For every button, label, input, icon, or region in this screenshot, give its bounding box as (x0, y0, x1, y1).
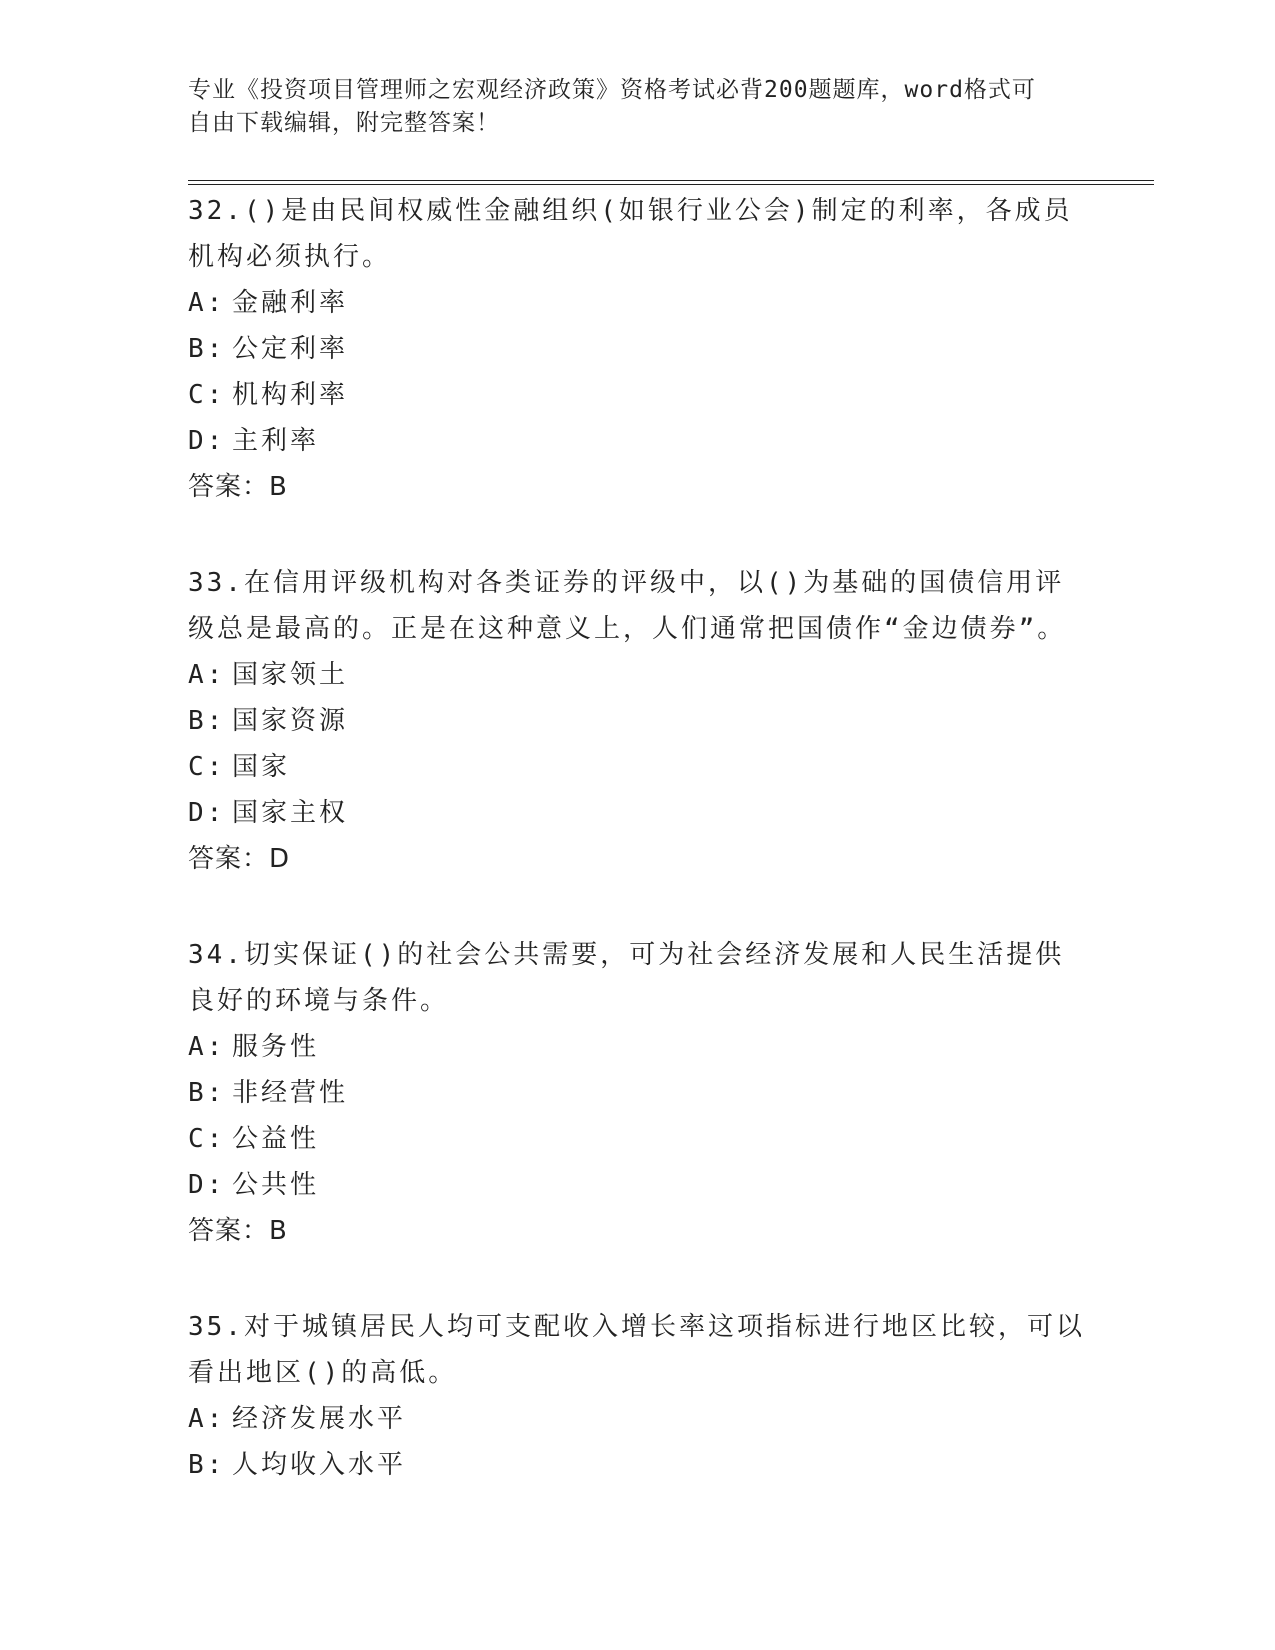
option-b (188, 1070, 1088, 1116)
option-letter: D: (188, 798, 226, 828)
option-letter: D: (188, 1170, 226, 1200)
option-letter: A: (188, 1032, 226, 1062)
option-b (188, 326, 1088, 372)
question-stem: 32.()是由民间权威性金融组织(如银行业公会)制定的利率，各成员机构必须执行。 (188, 196, 1073, 272)
option-b (188, 1442, 1088, 1488)
question-33 (188, 560, 1088, 882)
header-divider-bottom (188, 184, 1154, 185)
question-stem: 34.切实保证()的社会公共需要，可为社会经济发展和人民生活提供良好的环境与条件。 (188, 940, 1065, 1016)
option-c (188, 372, 1088, 418)
option-a (188, 1024, 1088, 1070)
option-text: 经济发展水平 (232, 1404, 407, 1434)
option-d (188, 790, 1088, 836)
option-text: 国家领土 (232, 660, 349, 690)
answer-label: 答案：D (188, 844, 291, 874)
option-letter: A: (188, 660, 226, 690)
header-line-2: 自由下载编辑，附完整答案！ (188, 110, 500, 136)
option-text: 国家主权 (232, 798, 349, 828)
option-text: 国家资源 (232, 706, 349, 736)
question-32 (188, 188, 1088, 510)
answer-label: 答案：B (188, 1216, 288, 1246)
option-text: 机构利率 (232, 380, 349, 410)
option-letter: C: (188, 752, 226, 782)
option-letter: C: (188, 1124, 226, 1154)
option-text: 公定利率 (232, 334, 349, 364)
header-divider-top (188, 180, 1154, 181)
question-35 (188, 1304, 1088, 1488)
answer-label: 答案：B (188, 472, 288, 502)
option-a (188, 652, 1088, 698)
option-letter: B: (188, 706, 226, 736)
option-letter: B: (188, 334, 226, 364)
question-stem: 35.对于城镇居民人均可支配收入增长率这项指标进行地区比较，可以看出地区()的高低。 (188, 1312, 1085, 1388)
option-text: 公益性 (232, 1124, 320, 1154)
option-a (188, 1396, 1088, 1442)
option-text: 公共性 (232, 1170, 320, 1200)
option-letter: A: (188, 288, 226, 318)
option-text: 人均收入水平 (232, 1450, 407, 1480)
option-letter: B: (188, 1450, 226, 1480)
option-d (188, 1162, 1088, 1208)
option-text: 主利率 (232, 426, 320, 456)
question-list (188, 188, 1088, 1538)
option-d (188, 418, 1088, 464)
option-letter: A: (188, 1404, 226, 1434)
question-stem: 33.在信用评级机构对各类证券的评级中，以()为基础的国债信用评级总是最高的。正是在这种意义上，人们通常把国债作“金边债券”。 (188, 568, 1067, 644)
document-header (188, 74, 1088, 140)
option-letter: B: (188, 1078, 226, 1108)
option-text: 非经营性 (232, 1078, 349, 1108)
option-a (188, 280, 1088, 326)
option-c (188, 1116, 1088, 1162)
option-letter: D: (188, 426, 226, 456)
option-b (188, 698, 1088, 744)
option-c (188, 744, 1088, 790)
option-text: 国家 (232, 752, 291, 782)
option-text: 金融利率 (232, 288, 349, 318)
option-text: 服务性 (232, 1032, 320, 1062)
question-34 (188, 932, 1088, 1254)
option-letter: C: (188, 380, 226, 410)
header-line-1: 专业《投资项目管理师之宏观经济政策》资格考试必背200题题库，word格式可 (188, 77, 1036, 103)
